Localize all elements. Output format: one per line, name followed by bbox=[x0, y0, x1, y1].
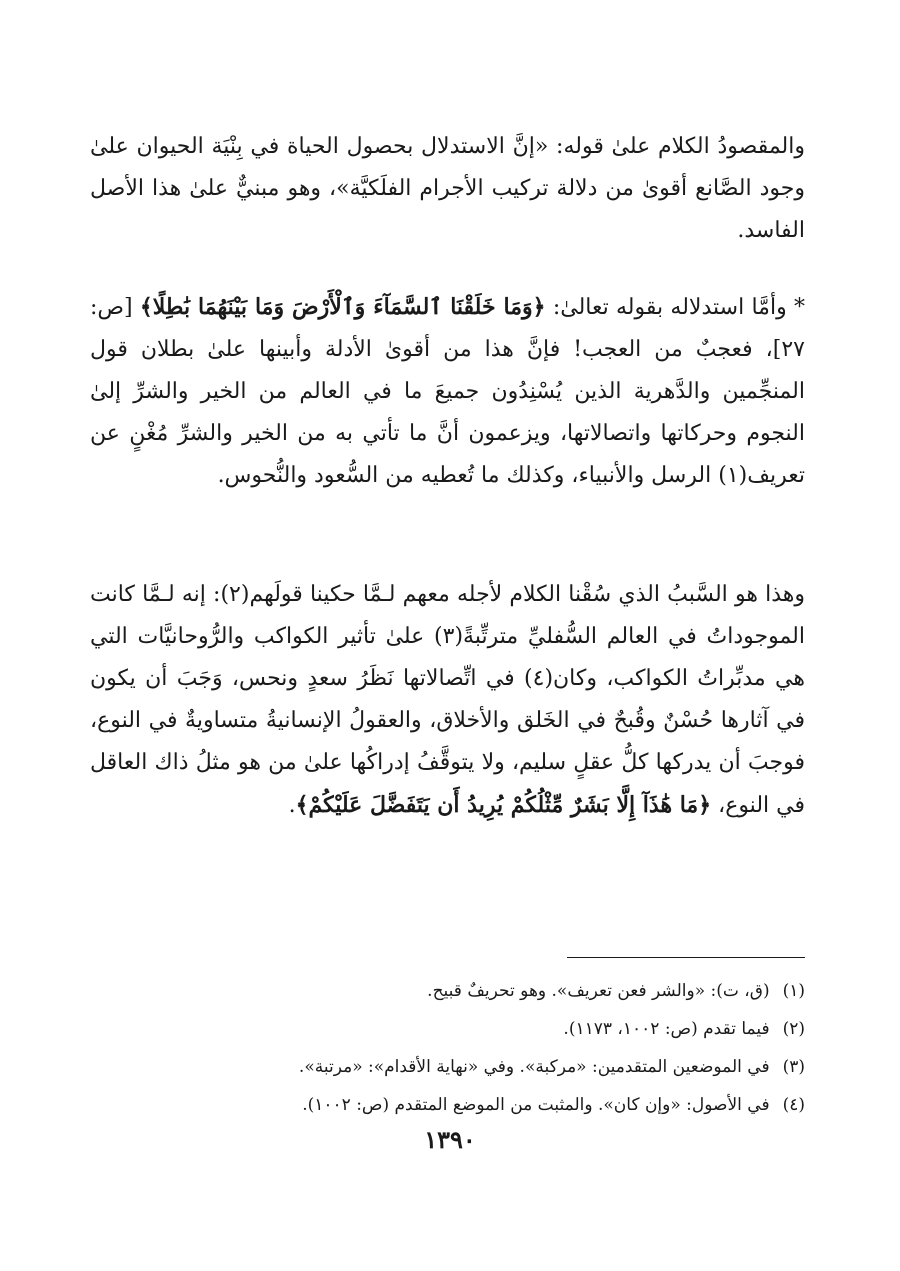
paragraph-intro: والمقصودُ الكلام علىٰ قوله: «إنَّ الاستدلال بحصول الحياة في بِنْيَة الحيوان علىٰ وجود الصَّانع أقوىٰ من دلالة تركيب الأجرام الفلَكيَّة»، وهو مبنيٌّ علىٰ هذا الأصل الفاسد. bbox=[90, 134, 805, 243]
paragraph-argument bbox=[90, 286, 805, 497]
footnote-number: (٢) bbox=[782, 1019, 805, 1039]
footnote-divider bbox=[567, 957, 805, 958]
footnote-number: (٤) bbox=[782, 1095, 805, 1115]
footnote-text: فيما تقدم (ص: ١٠٠٢، ١١٧٣). bbox=[563, 1019, 770, 1039]
quran-verse-sad-27: ﴿وَمَا خَلَقْنَا ٱلسَّمَآءَ وَٱلْأَرْضَ وَمَا بَيْنَهُمَا بَٰطِلًا﴾ bbox=[139, 294, 546, 320]
paragraph-argument-lead: * وأمَّا استدلاله بقوله تعالىٰ: bbox=[545, 295, 805, 320]
paragraph-reason-end: . bbox=[288, 793, 296, 818]
footnote-number: (٣) bbox=[782, 1057, 805, 1077]
footnotes-list bbox=[90, 972, 805, 1124]
footnote-number: (١) bbox=[782, 981, 805, 1001]
quran-verse-muminun-24: ﴿مَا هَٰذَآ إِلَّا بَشَرٌ مِّثْلُكُمْ يُرِيدُ أَن يَتَفَضَّلَ عَلَيْكُمْ﴾ bbox=[295, 792, 712, 818]
footnote-text: (ق، ت): «والشر فعن تعريف». وهو تحريفٌ قبيح. bbox=[427, 981, 770, 1001]
footnote-text: في الأصول: «وإن كان». والمثبت من الموضع المتقدم (ص: ١٠٠٢). bbox=[302, 1095, 770, 1115]
footnote-4 bbox=[90, 1086, 805, 1124]
paragraph-argument-rest: [ص: ٢٧]، فعجبٌ من العجب! فإنَّ هذا من أقوىٰ الأدلة وأبينها علىٰ بطلان قول المنجِّمين والدَّهرية الذين يُسْنِدُون جميعَ ما في العالم من الخير والشرِّ إلىٰ النجوم وحركاتها واتصالاتها، ويزعمون أنَّ ما تأتي به من الخير والشرِّ مُغْنٍ عن تعريف(١) الرسل والأنبياء، وكذلك ما تُعطيه من السُّعود والنُّحوس. bbox=[90, 295, 805, 488]
paragraph-reason bbox=[90, 574, 805, 827]
footnote-3 bbox=[90, 1048, 805, 1086]
footnote-text: في الموضعين المتقدمين: «مركبة». وفي «نهاية الأقدام»: «مرتبة». bbox=[298, 1057, 770, 1077]
footnote-2 bbox=[90, 1010, 805, 1048]
page-number: ١٣٩٠ bbox=[424, 1125, 476, 1154]
paragraph-reason-body: وهذا هو السَّببُ الذي سُقْنا الكلام لأجله معهم لـمَّا حكينا قولَهم(٢): إنه لـمَّا كانت الموجوداتُ في العالم السُّفليِّ مترتِّبةً(٣) علىٰ تأثير الكواكب والرُّوحانيَّات التي هي مدبِّراتُ الكواكب، وكان(٤) في اتِّصالاتها نَظَرُ سعدٍ ونحس، وَجَبَ أن يكون في آثارها حُسْنٌ وقُبحٌ في الخَلق والأخلاق، والعقولُ الإنسانيةُ متساويةٌ في النوع، فوجبَ أن يدركها كلُّ عقلٍ سليم، ولا يتوقَّفُ إدراكُها علىٰ من هو مثلُ ذاك العاقل في النوع، bbox=[90, 582, 805, 818]
footnote-1 bbox=[90, 972, 805, 1010]
